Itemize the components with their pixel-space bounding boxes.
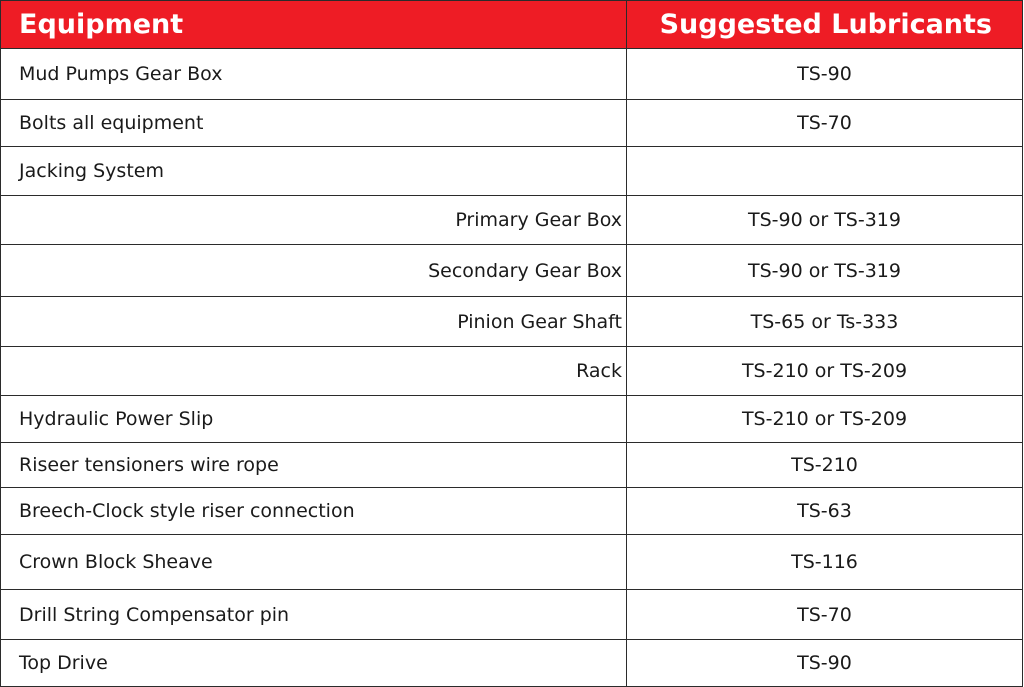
lubricants-column-header: Suggested Lubricants: [627, 1, 1023, 49]
table-row: [1, 535, 1023, 590]
lubricant-cell: TS-90 or TS-319: [627, 245, 1023, 297]
table-row: [1, 347, 1023, 396]
equipment-column-header: Equipment: [1, 1, 627, 49]
table-row: [1, 100, 1023, 147]
equipment-cell: Pinion Gear Shaft: [1, 297, 627, 347]
equipment-cell: Secondary Gear Box: [1, 245, 627, 297]
equipment-cell: Hydraulic Power Slip: [1, 396, 627, 443]
table-row: [1, 196, 1023, 245]
lubricant-cell: TS-90: [627, 49, 1023, 100]
lubricant-cell: TS-210 or TS-209: [627, 347, 1023, 396]
table-row: [1, 49, 1023, 100]
table-row: [1, 640, 1023, 687]
equipment-cell: Top Drive: [1, 640, 627, 687]
equipment-cell: Crown Block Sheave: [1, 535, 627, 590]
equipment-cell: Primary Gear Box: [1, 196, 627, 245]
equipment-cell: Bolts all equipment: [1, 100, 627, 147]
lubricant-cell: TS-90: [627, 640, 1023, 687]
table-row: [1, 297, 1023, 347]
equipment-cell: Breech-Clock style riser connection: [1, 488, 627, 535]
table-body: [1, 49, 1023, 687]
equipment-cell: Mud Pumps Gear Box: [1, 49, 627, 100]
equipment-cell: Drill String Compensator pin: [1, 590, 627, 640]
table-row: [1, 443, 1023, 488]
table-row: [1, 488, 1023, 535]
lubricant-cell: TS-116: [627, 535, 1023, 590]
table-row: [1, 396, 1023, 443]
lubricant-cell: TS-65 or Ts-333: [627, 297, 1023, 347]
lubricant-cell: TS-210: [627, 443, 1023, 488]
lubricant-cell: [627, 147, 1023, 196]
table-row: [1, 590, 1023, 640]
equipment-cell: Jacking System: [1, 147, 627, 196]
header-row: [1, 1, 1023, 49]
lubricant-cell: TS-70: [627, 590, 1023, 640]
table-row: [1, 245, 1023, 297]
equipment-cell: Riseer tensioners wire rope: [1, 443, 627, 488]
lubricant-cell: TS-70: [627, 100, 1023, 147]
lubricant-cell: TS-210 or TS-209: [627, 396, 1023, 443]
lubricant-cell: TS-90 or TS-319: [627, 196, 1023, 245]
table-row: [1, 147, 1023, 196]
equipment-cell: Rack: [1, 347, 627, 396]
lubricant-cell: TS-63: [627, 488, 1023, 535]
